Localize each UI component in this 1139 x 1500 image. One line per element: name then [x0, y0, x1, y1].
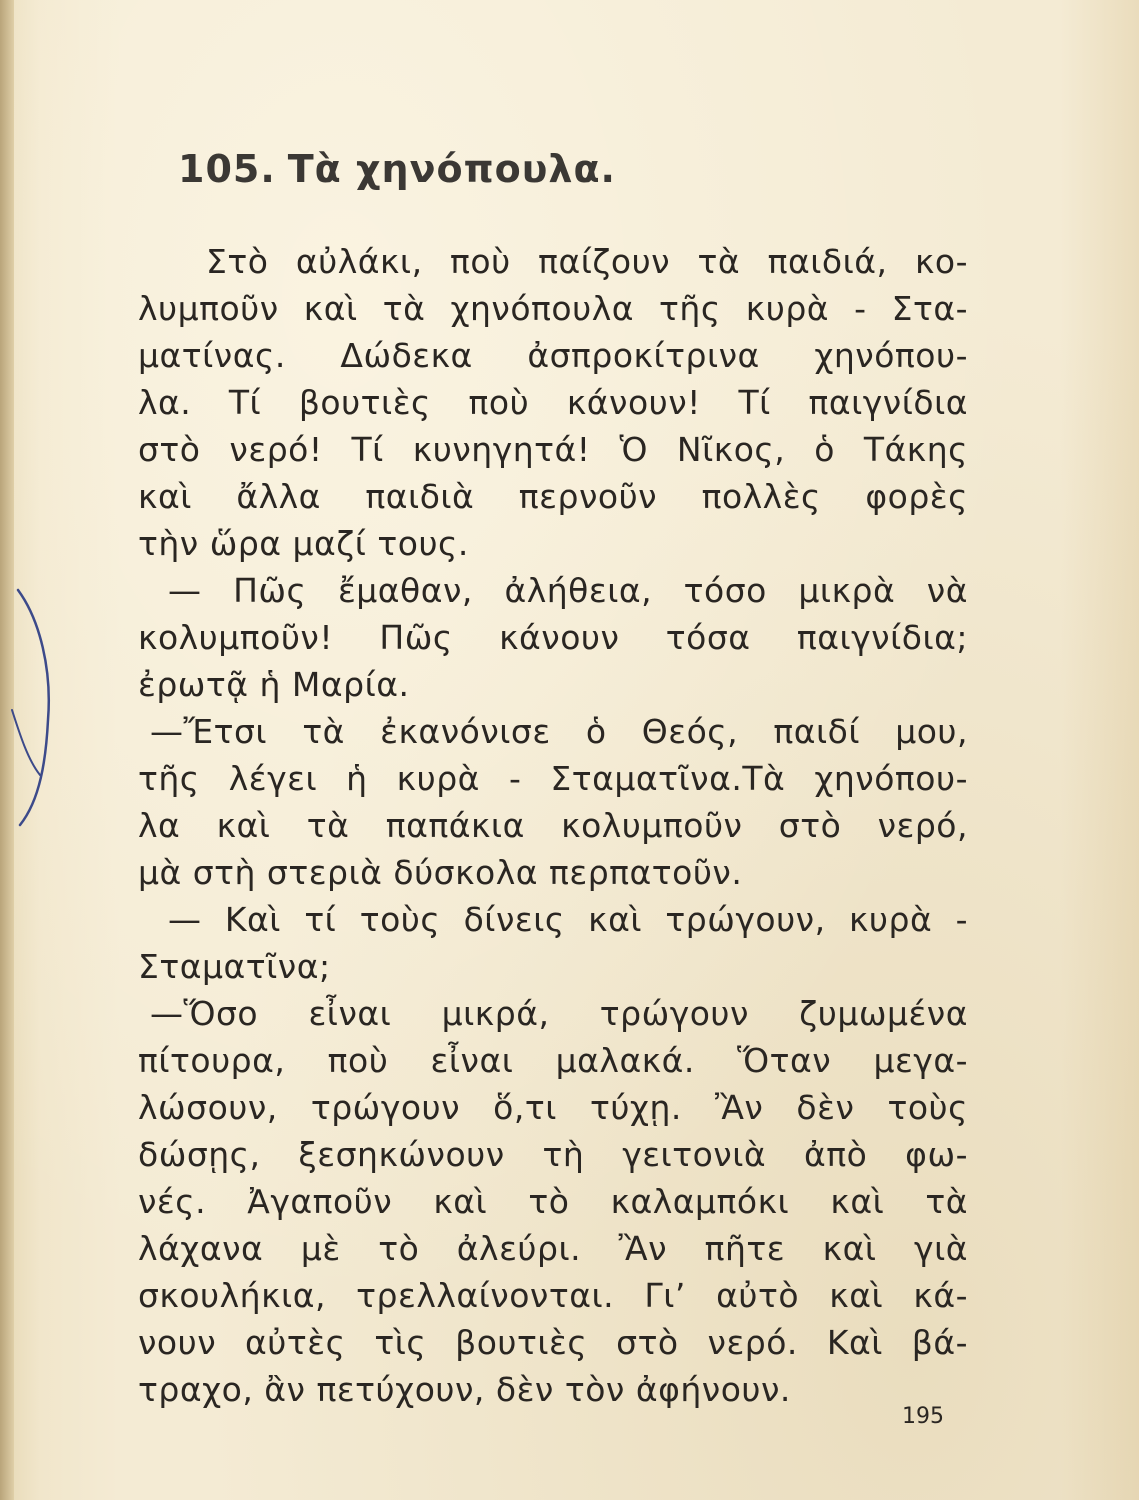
text-line: νές. Ἀγαποῦν καὶ τὸ καλαμπόκι καὶ τὰ	[138, 1182, 968, 1221]
text-line: λα. Τί βουτιὲς ποὺ κάνουν! Τί παιγνίδια	[138, 383, 968, 422]
text-line: Στὸ αὐλάκι, ποὺ παίζουν τὰ παιδιά, κο-	[206, 242, 968, 281]
pen-mark-margin	[0, 560, 70, 840]
text-line: τραχο, ἂν πετύχουν, δὲν τὸν ἀφήνουν.	[138, 1370, 791, 1409]
text-line: ματίνας. Δώδεκα ἀσπροκίτρινα χηνόπου-	[138, 336, 968, 375]
text-line: λυμποῦν καὶ τὰ χηνόπουλα τῆς κυρὰ - Στα-	[138, 289, 968, 328]
text-line: μὰ στὴ στεριὰ δύσκολα περπατοῦν.	[138, 853, 743, 892]
chapter-title-text: Τὰ χηνόπουλα.	[287, 147, 616, 191]
text-line: σκουλήκια, τρελλαίνονται. Γι’ αὐτὸ καὶ κά-	[138, 1276, 968, 1315]
text-line: — Καὶ τί τοὺς δίνεις καὶ τρώγουν, κυρὰ -	[168, 900, 968, 939]
text-line: —Ἔτσι τὰ ἐκανόνισε ὁ Θεός, παιδί μου,	[150, 712, 968, 751]
text-line: λα καὶ τὰ παπάκια κολυμποῦν στὸ νερό,	[138, 806, 968, 845]
text-line: —Ὅσο εἶναι μικρά, τρώγουν ζυμωμένα	[150, 994, 968, 1033]
text-line: κολυμποῦν! Πῶς κάνουν τόσα παιγνίδια;	[138, 618, 968, 657]
text-line: καὶ ἄλλα παιδιὰ περνοῦν πολλὲς φορὲς	[138, 477, 968, 516]
text-line: Σταματῖνα;	[138, 947, 331, 986]
chapter-title	[178, 147, 616, 191]
text-line: — Πῶς ἔμαθαν, ἀλήθεια, τόσο μικρὰ νὰ	[168, 571, 968, 610]
text-line: ἐρωτᾷ ἡ Μαρία.	[138, 665, 410, 704]
text-line: λώσουν, τρώγουν ὅ,τι τύχῃ. Ἂν δὲν τοὺς	[138, 1088, 968, 1127]
text-line: λάχανα μὲ τὸ ἀλεύρι. Ἂν πῆτε καὶ γιὰ	[138, 1229, 968, 1268]
text-line: στὸ νερό! Τί κυνηγητά! Ὁ Νῖκος, ὁ Τάκης	[138, 430, 968, 469]
text-line: νουν αὐτὲς τὶς βουτιὲς στὸ νερό. Καὶ βά-	[138, 1323, 968, 1362]
text-line: τῆς λέγει ἡ κυρὰ - Σταματῖνα.Τὰ χηνόπου-	[138, 759, 968, 798]
text-line: δώσῃς, ξεσηκώνουν τὴ γειτονιὰ ἀπὸ φω-	[138, 1135, 968, 1174]
text-line: τὴν ὥρα μαζί τους.	[138, 524, 469, 563]
page-number: 195	[902, 1404, 944, 1429]
chapter-number: 105.	[178, 147, 276, 191]
text-line: πίτουρα, ποὺ εἶναι μαλακά. Ὅταν μεγα-	[138, 1041, 968, 1080]
